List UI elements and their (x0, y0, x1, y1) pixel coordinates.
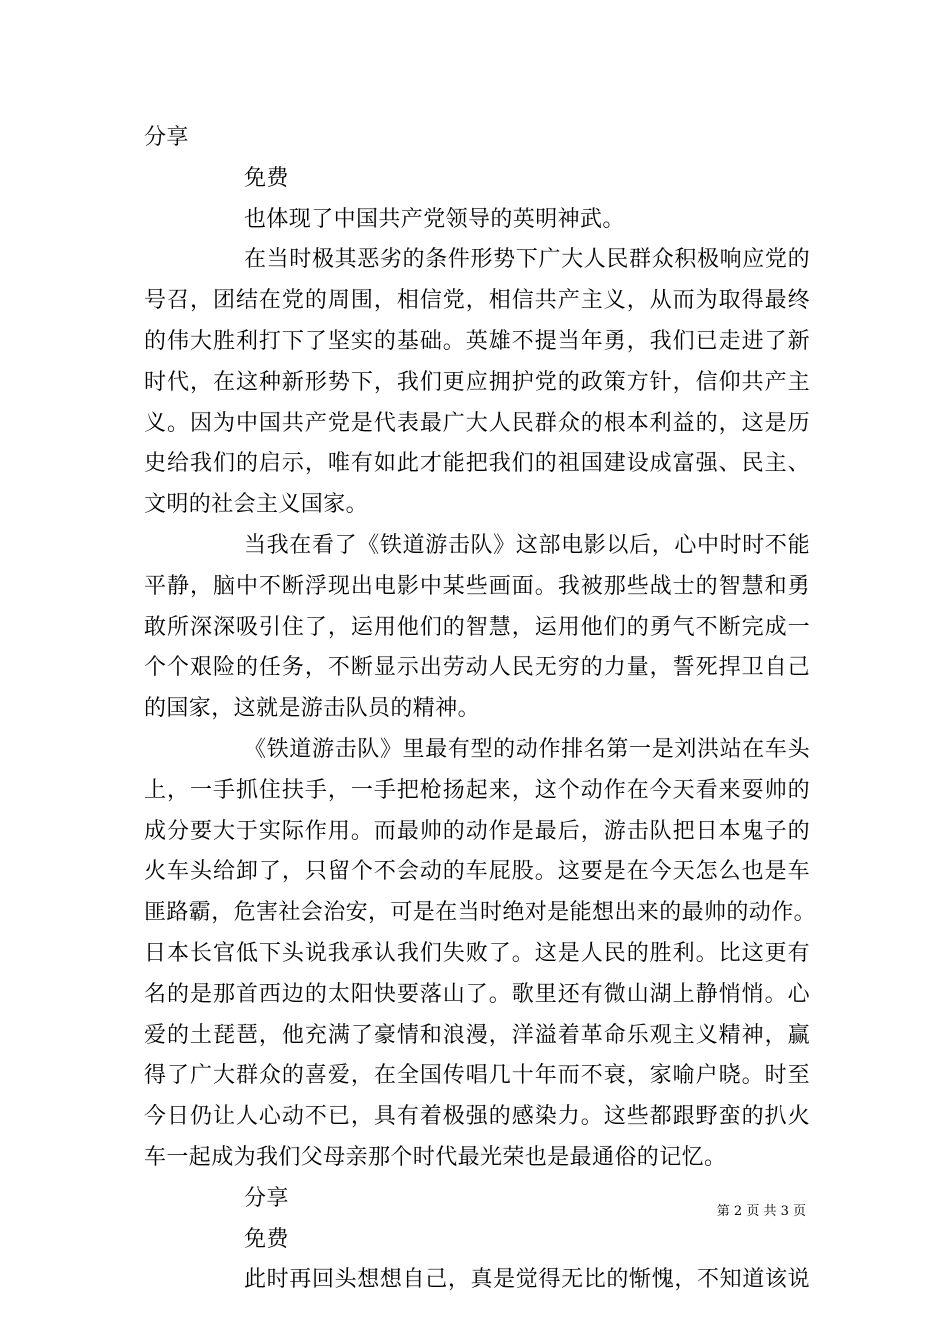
text-line: 免费 (244, 1226, 289, 1252)
text-line: 《铁道游击队》里最有型的动作排名第一是刘洪站在车头 (244, 736, 810, 762)
text-line: 得了广大群众的喜爱，在全国传唱几十年而不衰，家喻户晓。时至 (144, 1063, 810, 1089)
text-line: 史给我们的启示，唯有如此才能把我们的祖国建设成富强、民主、 (144, 451, 810, 477)
document-body (144, 118, 817, 1301)
text-line: 免费 (244, 165, 289, 191)
text-line: 义。因为中国共产党是代表最广大人民群众的根本利益的，这是历 (144, 410, 810, 436)
text-line: 平静，脑中不断浮现出电影中某些画面。我被那些战士的智慧和勇 (144, 573, 810, 599)
text-line: 文明的社会主义国家。 (144, 492, 369, 518)
text-line: 上，一手抓住扶手，一手把枪扬起来，这个动作在今天看来耍帅的 (144, 777, 810, 803)
text-line: 分享 (144, 125, 189, 150)
text-line: 爱的土琵琶，他充满了豪情和浪漫，洋溢着革命乐观主义精神，赢 (144, 1022, 810, 1048)
text-line: 也体现了中国共产党领导的英明神武。 (244, 206, 625, 232)
text-line: 此时再回头想想自己，真是觉得无比的惭愧，不知道该说 (244, 1267, 810, 1293)
page-number: 第 2 页 共 3 页 (716, 1204, 806, 1219)
text-line: 当我在看了《铁道游击队》这部电影以后，心中时时不能 (244, 532, 810, 558)
text-line: 敢所深深吸引住了，运用他们的智慧，运用他们的勇气不断完成一 (144, 614, 810, 640)
text-line: 今日仍让人心动不已，具有着极强的感染力。这些都跟野蛮的扒火 (144, 1104, 810, 1130)
text-line: 名的是那首西边的太阳快要落山了。歌里还有微山湖上静悄悄。心 (144, 981, 810, 1007)
text-line: 车一起成为我们父母亲那个时代最光荣也是最通俗的记忆。 (144, 1144, 727, 1170)
text-line: 日本长官低下头说我承认我们失败了。这是人民的胜利。比这更有 (144, 940, 810, 966)
text-line: 匪路霸，危害社会治安，可是在当时绝对是能想出来的最帅的动作。 (144, 900, 817, 926)
text-line: 分享 (244, 1185, 289, 1211)
text-line: 的国家，这就是游击队员的精神。 (144, 696, 481, 722)
text-line: 个个艰险的任务，不断显示出劳动人民无穷的力量，誓死捍卫自己 (144, 655, 810, 681)
text-line: 火车头给卸了，只留个不会动的车屁股。这要是在今天怎么也是车 (144, 859, 810, 885)
text-line: 的伟大胜利打下了坚实的基础。英雄不提当年勇，我们已走进了新 (144, 328, 810, 354)
text-line: 在当时极其恶劣的条件形势下广大人民群众积极响应党的 (244, 247, 810, 273)
text-line: 时代，在这种新形势下，我们更应拥护党的政策方针，信仰共产主 (144, 369, 810, 395)
text-line: 成分要大于实际作用。而最帅的动作是最后，游击队把日本鬼子的 (144, 818, 810, 844)
text-line: 号召，团结在党的周围，相信党，相信共产主义，从而为取得最终 (144, 288, 810, 314)
